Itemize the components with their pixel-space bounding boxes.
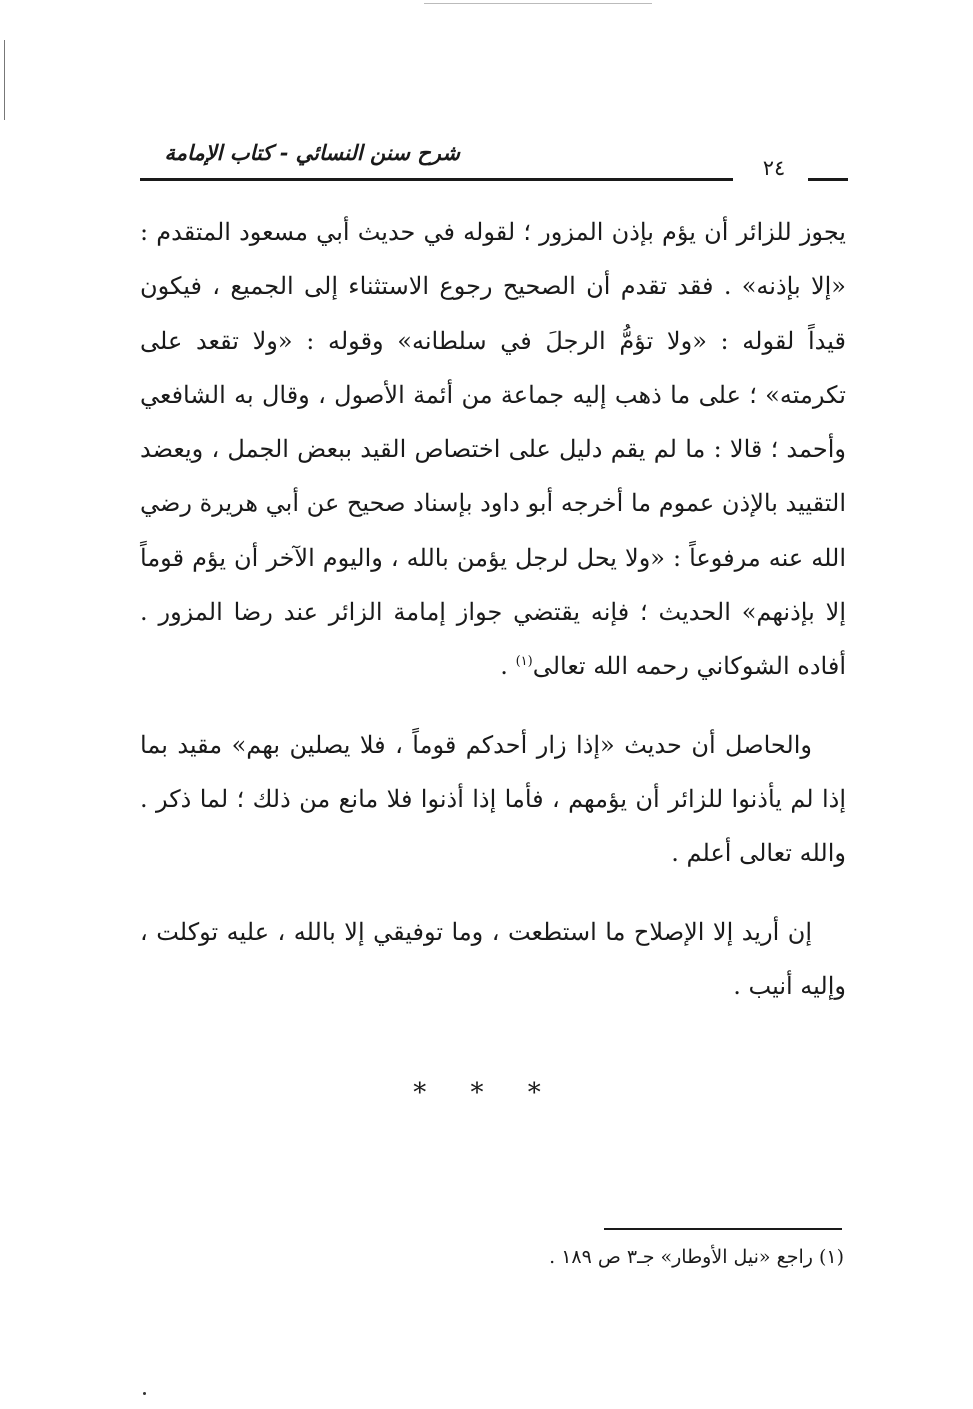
footnote-reference: (١) — [515, 654, 533, 670]
book-title: شرح سنن النسائي - كتاب الإمامة — [164, 140, 460, 165]
header-rule-short — [808, 178, 848, 181]
running-header — [0, 140, 973, 200]
paragraph-1-text: يجوز للزائر أن يؤم بإذن المزور ؛ لقوله في حديث أبي مسعود المتقدم : «إلا بإذنه» . فقد تقدم أن الصحيح رجوع الاستثناء إلى الجميع ، فيكون قيداً لقوله : «ولا تؤمُّ الرجلَ في سلطانه» وقوله : «ولا تقعد على تكرمته» ؛ على ما ذهب إليه جماعة من أئمة الأصول ، وقال به الشافعي وأحمد ؛ قالا : ما لم يقم دليل على اختصاص القيد ببعض الجمل ، ويعضد التقييد بالإذن عموم ما أخرجه أبو داود بإسناد صحيح عن أبي هريرة رضي الله عنه مرفوعاً : «ولا يحل لرجل يؤمن بالله ، واليوم الآخر أن يؤم قوماً إلا بإذنهم» الحديث ؛ فإنه يقتضي جواز إمامة الزائر عند رضا المزور . أفاده الشوكاني رحمه الله تعالى — [140, 218, 846, 681]
paragraph-1-end: . — [500, 652, 516, 681]
header-rule — [140, 178, 733, 181]
top-edge-rule — [424, 3, 652, 4]
page-number: ٢٤ — [762, 156, 786, 180]
footnote-rule — [604, 1228, 842, 1230]
paragraph-1 — [140, 205, 846, 694]
footnote: (١) راجع «نيل الأوطار» جـ٣ ص ١٨٩ . — [549, 1246, 844, 1268]
section-ornament: * * * — [413, 1078, 559, 1108]
paragraph-3: إن أريد إلا الإصلاح ما استطعت ، وما توفيقي إلا بالله ، عليه توكلت ، وإليه أنيب . — [140, 917, 846, 1000]
main-text — [140, 205, 846, 1013]
scan-dot — [143, 1392, 146, 1395]
paragraph-2: والحاصل أن حديث «إذا زار أحدكم قوماً ، فلا يصلين بهم» مقيد بما إذا لم يأذنوا للزائر أن يؤمهم ، فأما إذا أذنوا فلا مانع من ذلك ؛ لما ذكر . والله تعالى أعلم . — [140, 730, 846, 868]
scan-edge-mark — [4, 40, 5, 120]
